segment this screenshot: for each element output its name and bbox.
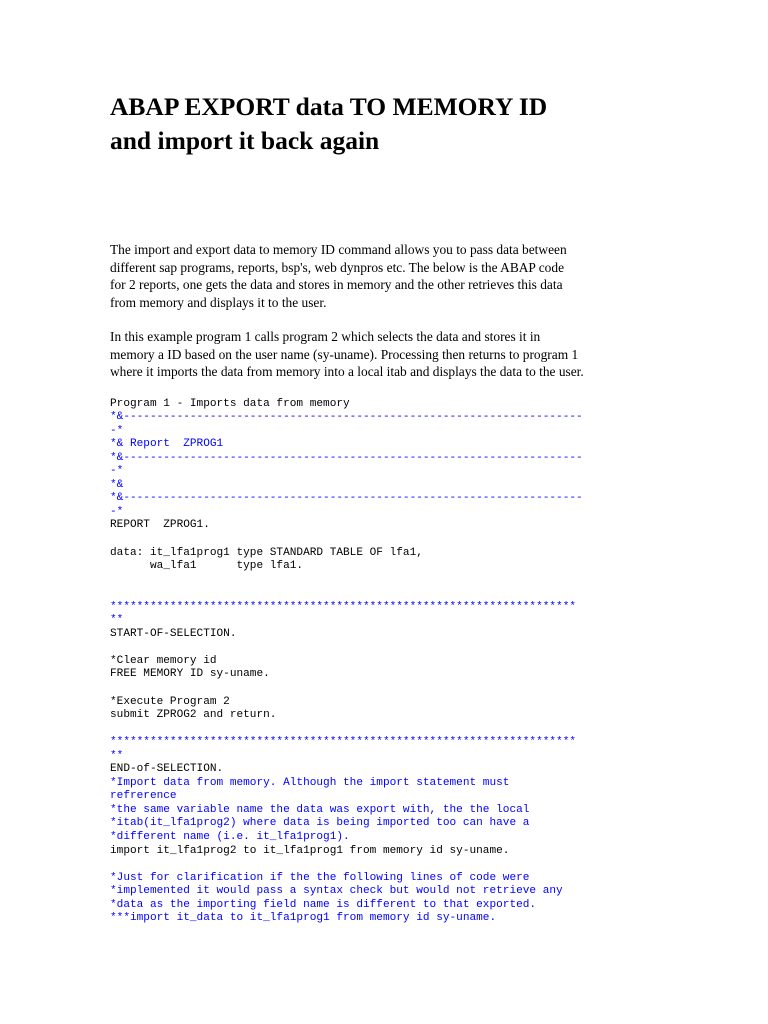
code-comment-line: ** (110, 749, 124, 762)
code-comment-line: *Import data from memory. Although the import statement must (110, 776, 510, 789)
code-line: END-of-SELECTION. (110, 763, 224, 776)
code-line: REPORT ZPROG1. (110, 519, 210, 532)
example-paragraph (110, 328, 670, 381)
code-line: data: it_lfa1prog1 type STANDARD TABLE OF lfa1, (110, 546, 423, 559)
code-comment-line: -* (110, 505, 124, 518)
code-line: *Execute Program 2 (110, 695, 230, 708)
code-line: START-OF-SELECTION. (110, 627, 237, 640)
code-line: wa_lfa1 type lfa1. (110, 560, 304, 573)
code-comment-line: *the same variable name the data was export with, the the local (110, 803, 530, 816)
code-comment-line: -* (110, 465, 124, 478)
code-line (110, 574, 670, 588)
code-line (110, 641, 670, 655)
code-line (110, 533, 670, 547)
code-line (110, 723, 670, 737)
code-comment-line: ***import it_data to it_lfa1prog1 from memory id sy-uname. (110, 912, 497, 925)
code-comment-line: *itab(it_lfa1prog2) where data is being imported too can have a (110, 817, 530, 830)
title-line: and import it back again (110, 126, 380, 155)
paragraph-line: different sap programs, reports, bsp's, web dynpros etc. The below is the ABAP code (110, 259, 565, 275)
paragraph-line: from memory and displays it to the user. (110, 294, 327, 310)
code-line: import it_lfa1prog2 to it_lfa1prog1 from memory id sy-uname. (110, 844, 510, 857)
code-comment-line: *& Report ZPROG1 (110, 438, 224, 451)
document-page (110, 90, 670, 926)
code-comment-line: *&--------------------------------------------------------------------- (110, 411, 583, 424)
code-comment-line: ********************************************************************** (110, 600, 577, 613)
intro-paragraph (110, 241, 670, 311)
code-comment-line: refrerence (110, 790, 177, 803)
code-line: *Clear memory id (110, 654, 217, 667)
paragraph-line: where it imports the data from memory into a local itab and displays the data to the user. (110, 364, 584, 379)
code-comment-line: *&--------------------------------------------------------------------- (110, 492, 583, 505)
code-comment-line: ********************************************************************** (110, 736, 577, 749)
code-comment-line: *&--------------------------------------------------------------------- (110, 451, 583, 464)
code-comment-line: ** (110, 614, 124, 627)
paragraph-line: for 2 reports, one gets the data and stores in memory and the other retrieves this data (110, 277, 563, 292)
code-comment-line: *implemented it would pass a syntax check but would not retrieve any (110, 885, 563, 898)
code-line: submit ZPROG2 and return. (110, 709, 277, 722)
code-line: Program 1 - Imports data from memory (110, 397, 350, 410)
code-line: FREE MEMORY ID sy-uname. (110, 668, 270, 681)
paragraph-line: In this example program 1 calls program 2 which selects the data and stores it in (110, 329, 541, 344)
document-title (110, 90, 670, 158)
title-line: ABAP EXPORT data TO MEMORY ID (110, 92, 548, 121)
code-comment-line: *Just for clarification if the the following lines of code were (110, 871, 530, 884)
paragraph-line: The import and export data to memory ID command allows you to pass data between (110, 242, 567, 257)
code-comment-line: *different name (i.e. it_lfa1prog1). (110, 831, 350, 843)
paragraph-line: memory a ID based on the user name (sy-uname). Processing then returns to program 1 (110, 346, 579, 362)
code-line (110, 587, 670, 601)
code-comment-line: *data as the importing field name is different to that exported. (110, 898, 537, 911)
code-block (110, 398, 670, 926)
code-comment-line: *& (110, 478, 124, 491)
code-comment-line: -* (110, 424, 124, 437)
code-line (110, 682, 670, 696)
code-line (110, 858, 670, 872)
